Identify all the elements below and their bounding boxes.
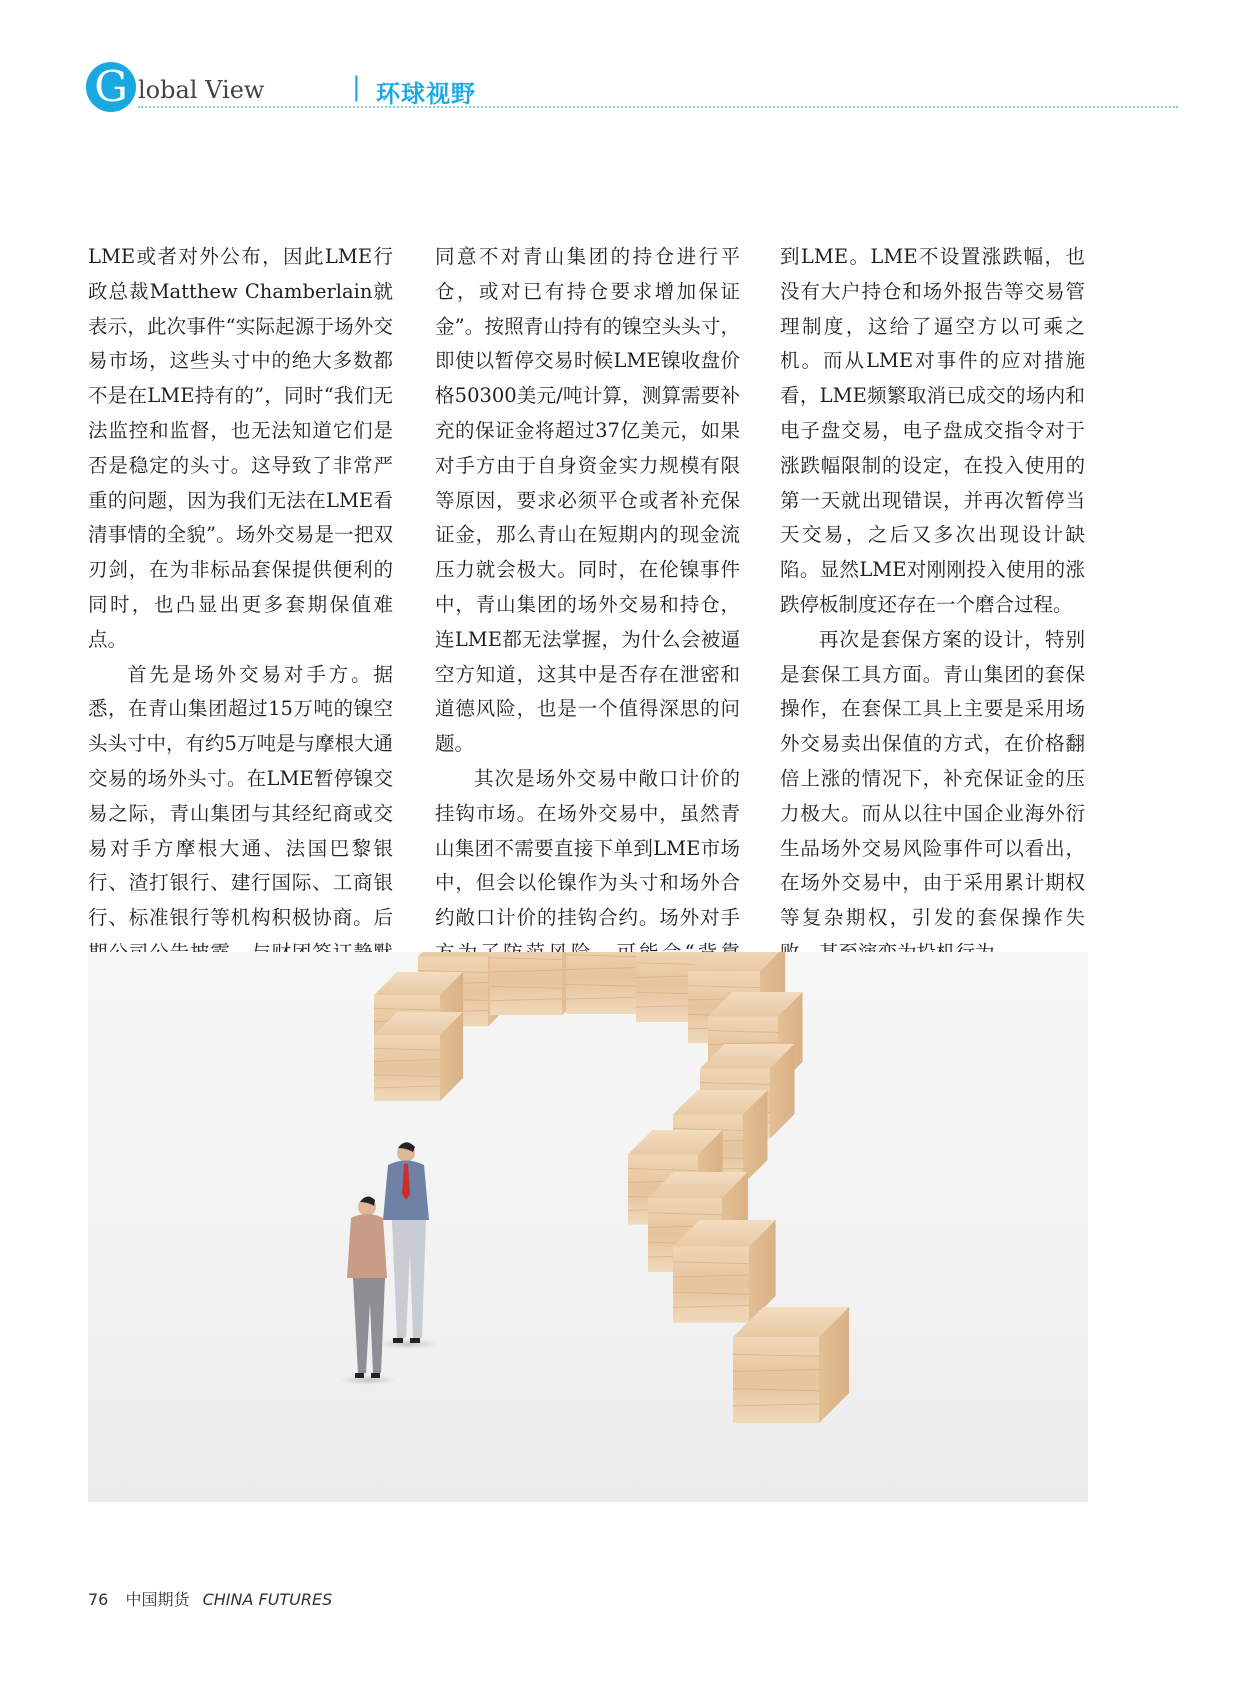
- section-logo-initial: G: [86, 62, 136, 112]
- miniature-figure-right: [378, 1142, 438, 1349]
- header-dotted-rule: [138, 106, 1178, 108]
- paragraph: 再次是套保方案的设计，特别是套保工具方面。青山集团的套保操作，在套保工具上主要是采用场外交易卖出保值的方式，在价格翻倍上涨的情况下，补充保证金的压力极大。而从以往中国企业海外衍生品场外交易风险事件可以看出，在场外交易中，由于采用累计期权等复杂期权，引发的套保操作失: [780, 627, 1085, 930]
- paragraph: LME或者对外公布，因此LME行政总裁Matthew Chamberlain就表示，此次事件“实际起源于场外交易市场，这些头寸中的绝大多数都不是在LME持有的”，同时“我们无法监控和监督，也无法知道它们是否是稳定的头寸。这导致了非常严重的问题，因为我们无法在LME看清事情的全貌”。场外交易是一把双刃剑，在为非标品套保提供便利的同时，也凸显出更多套期保值难点。: [88, 245, 393, 651]
- paragraph: 到LME。LME不设置涨跌幅，也没有大户持仓和场外报告等交易管理制度，这给了逼空方以可乘之机。而从LME对事件的应对措施看，LME频繁取消已成交的场内和电子盘交易，电子盘成交指令对于涨跌幅限制的设定，在投入使用的第一天就出现错误，并再次暂停当天交易，之后又多次出现设计缺陷。显然LME对刚刚投入使用的涨跌停板制度还存在一个磨合过程。: [780, 245, 1085, 616]
- wooden-block: [673, 1220, 776, 1323]
- paragraph: 同意不对青山集团的持仓进行平仓，或对已有持仓要求增加保证金”。按照青山持有的镍空头头寸，即使以暂停交易时候LME镍收盘价格50300美元/吨计算，测算需要补充的保证金将超过37亿美元，如果对手方由于自身资金实力规模有限等原因，要求必须平仓或者补充保证金，那么青山在短期内的现金流压力就会极大。同时，在伦镍事件中，青山集团的场外交易和持仓，连LME都无法掌握，为什么会被逼空方知道，这其中是否存在泄密和道德风险，也是一个值得深思的问题。: [435, 245, 740, 756]
- section-header: [86, 58, 1176, 118]
- miniature-figure-left: [340, 1196, 396, 1385]
- text-column-1: [88, 240, 393, 1006]
- text-column-2: [435, 240, 740, 1006]
- paragraph: 首先是场外交易对手方。据悉，在青山集团超过15万吨的镍空头头寸中，有约5万吨是与摩根大通交易的场外头寸。在LME暂停镍交易之际，青山集团与其经纪商或交易对手方摩根大通、法国巴黎银行、渣打银行、建行国际、工商银行、标准银行等机构积极协商。后: [88, 662, 393, 930]
- magazine-name-cn: 中国期货: [125, 1590, 190, 1609]
- header-separator: |: [352, 72, 361, 102]
- question-mark-blocks-photo: [88, 952, 1088, 1502]
- page-number: 76: [88, 1590, 109, 1609]
- section-title-cn: 环球视野: [376, 80, 476, 108]
- photo-illustration: [88, 952, 1088, 1502]
- page-footer: [88, 1587, 332, 1610]
- text-column-3: [780, 240, 1085, 971]
- wooden-block: [733, 1307, 849, 1423]
- magazine-name-en: CHINA FUTURES: [202, 1590, 333, 1609]
- section-title-en: lobal View: [138, 76, 265, 104]
- paragraph: 其次是场外交易中敞口计价的挂钩市场。在场外交易中，虽然青山集团不需要直接下单到LME市场中，但会以伦镍作为头寸和场外合约敞口计价的挂钩合约。场外对手: [435, 766, 740, 930]
- wooden-block: [374, 1012, 463, 1101]
